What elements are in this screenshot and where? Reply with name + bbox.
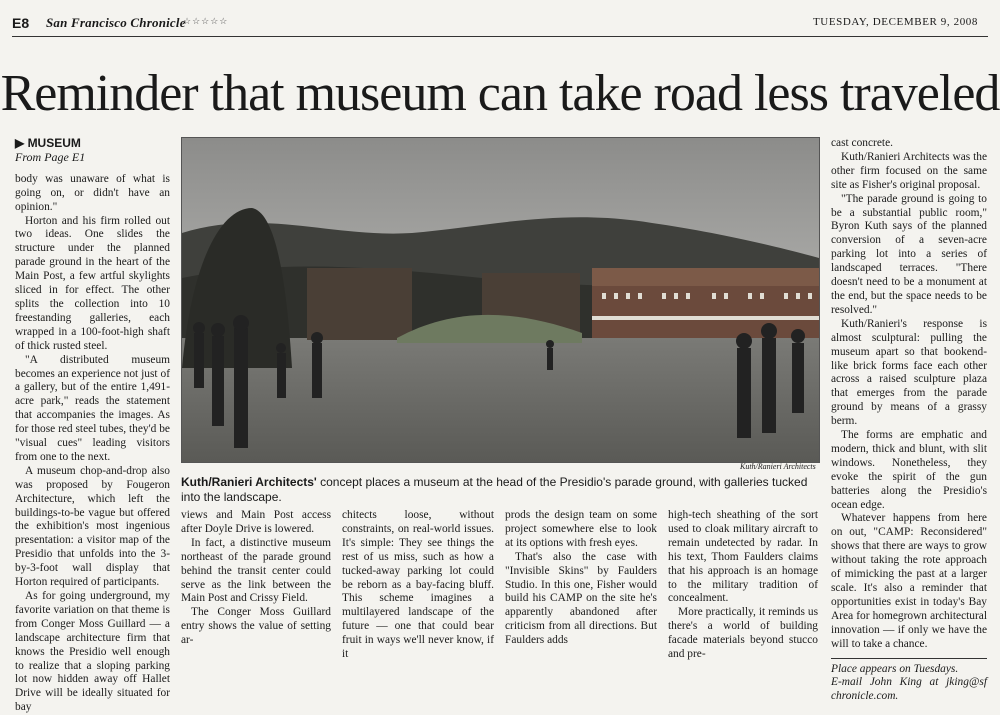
issue-date: TUESDAY, DECEMBER 9, 2008 [812, 16, 978, 28]
paragraph: Whatever happens from here on out, "CAMP: Reconsidered" shows that there are ways to grow without taking the rote approach of mimicking the past at a larger scale. It's also a reminder that opportunities exist in today's Bay Area for homegrown architectural innovation — if only we have the will to take a chance. [831, 512, 987, 650]
column-3 [342, 509, 494, 662]
paragraph: A museum chop-and-drop also was proposed by Fougeron Architecture, which left the buildings-to-be vague but offered the exhibition's most ingenious presentation: a visitor map of the Presidio that unfolds into the 3-by-3-foot wall display that Horton required of participants. [15, 464, 170, 589]
column-1 [15, 137, 170, 715]
caption-lead: Kuth/Ranieri Architects' [181, 475, 317, 489]
paragraph: high-tech sheathing of the sort used to cloak military aircraft to remain undetected by radar. In his text, Thom Faulders claims that his approach is an homage to the military tradition of concealment. [668, 509, 818, 605]
paragraph: More practically, it reminds us there's a world of building facade materials beyond stucco and pre- [668, 606, 818, 661]
parade-ground-rendering [182, 138, 819, 462]
edition-stars: ☆☆☆☆☆ [183, 16, 229, 26]
page-header [0, 4, 1000, 36]
headline: Reminder that museum can take road less traveled [0, 65, 1000, 122]
column-2 [181, 509, 331, 648]
column-5 [668, 509, 818, 662]
photo-caption [181, 475, 821, 505]
paragraph: prods the design team on some project somewhere else to look at its options with fresh eyes. [505, 509, 657, 549]
paragraph: views and Main Post access after Doyle Drive is lowered. [181, 509, 331, 535]
paragraph: "The parade ground is going to be a substantial public room," Byron Kuth says of the planned conversion of a seven-acre parking lot into a series of landscaped terraces. "There doesn't need to be a monument at the end, but the space needs to be resolved." [831, 192, 987, 316]
paragraph: That's also the case with "Invisible Skins" by Faulders Studio. In this one, Fisher would build his CAMP on the site he's apparently abandoned after criticism from all directions. But Faulders adds [505, 550, 657, 647]
paragraph: The Conger Moss Guillard entry shows the value of setting ar- [181, 606, 331, 647]
jump-line: From Page E1 [15, 149, 86, 164]
caption-text: concept places a museum at the head of the Presidio's parade ground, with galleries tucked into the landscape. [181, 475, 808, 504]
photo-credit: Kuth/Ranieri Architects [740, 462, 816, 471]
tagline-schedule: Place appears on Tuesdays. [831, 662, 959, 675]
paragraph: body was unaware of what is going on, or didn't have an opinion." [15, 172, 170, 213]
tagline-contact: E-mail John King at jking@sf chronicle.com. [831, 676, 987, 703]
paragraph: chitects loose, without constraints, on real-world issues. It's simple: They see things the rest of us miss, such as how a tucked-away parking lot could be reborn as a bay-facing bluff. This scheme imagines a multilayered landscape of the future — one that could bear fruit in ways we'll never know, if it [342, 509, 494, 661]
paragraph: "A distributed museum becomes an experience not just of a gallery, but of the entire 1,491-acre park," reads the statement that accompanies the images. As for those red steel tubes, they'd be "visual cues" leading visitors from one to the next. [15, 353, 170, 463]
column-4 [505, 509, 657, 648]
header-rule [12, 36, 988, 37]
tagline-block [831, 658, 987, 705]
paper-name: San Francisco Chronicle [46, 15, 186, 30]
paragraph: As for going underground, my favorite variation on that theme is from Conger Moss Guillard — a landscape architecture firm that knows the Presidio well enough to realize that a sloping parking lot now hidden away off Hallet Drive will be ideally situated for bay [15, 590, 170, 714]
paragraph: Horton and his firm rolled out two ideas. One slides the structure under the planned parade ground in the heart of the Main Post, a few artful skylights sliced in for effect. The other splits the collection into 10 freestanding galleries, each wrapped in a 100-foot-high shaft of thick rusted steel. [15, 214, 170, 352]
section-kicker: ▶ MUSEUM [15, 136, 81, 150]
section-name: MUSEUM [27, 136, 81, 150]
paragraph: The forms are emphatic and modern, thick and blunt, with slit windows. Nonetheless, they evoke the spirit of the gun batteries along the Presidio's ocean edge. [831, 429, 987, 511]
column-6 [831, 137, 987, 704]
paragraph: Kuth/Ranieri Architects was the other firm focused on the same site as Fisher's original proposal. [831, 150, 987, 191]
page-number: E8 [12, 15, 30, 31]
paragraph: cast concrete. [831, 137, 893, 149]
paragraph: Kuth/Ranieri's response is almost sculptural: pulling the museum apart so that bookend-like brick forms face each other across a raised sculpture plaza that emerges from the parade ground by means of a grassy berm. [831, 317, 987, 428]
article-photo [181, 137, 820, 463]
paragraph: In fact, a distinctive museum northeast of the parade ground behind the transit center could serve as the link between the Main Post and Crissy Field. [181, 536, 331, 605]
